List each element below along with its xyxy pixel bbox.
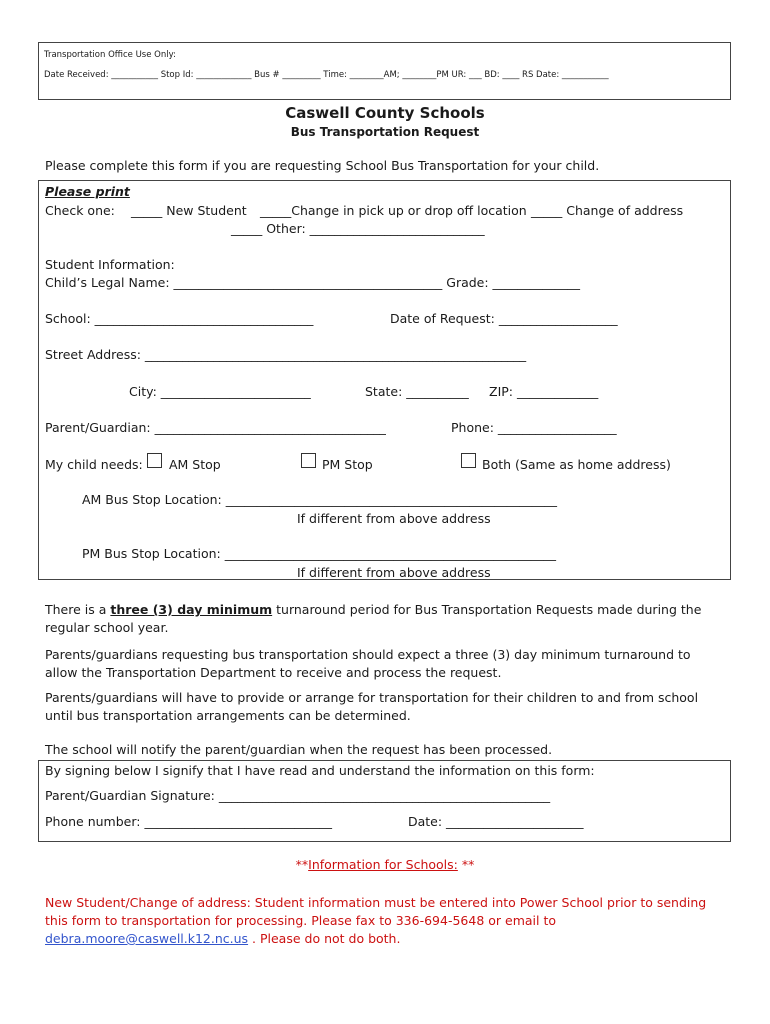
please-print-label: Please print bbox=[45, 184, 130, 199]
page-subtitle: Bus Transportation Request bbox=[290, 125, 480, 139]
office-use-fields: Date Received: ___________ Stop Id: _____________ Bus # _________ Time: ________AM; ________PM UR: ___ BD: ____ RS Date: ___________ bbox=[44, 70, 609, 80]
info-paragraph-2: Parents/guardians requesting bus transportation should expect a three (3) day minimum turnaround to allow the Transportation Department to receive and process the request. bbox=[45, 647, 691, 680]
schools-info-heading: **Information for Schools: ** bbox=[295, 857, 475, 872]
am-stop-checkbox[interactable] bbox=[147, 453, 162, 468]
phone-field[interactable]: Phone: ___________________ bbox=[451, 420, 617, 435]
signature-statement: By signing below I signify that I have read and understand the information on this form: bbox=[45, 763, 595, 778]
both-checkbox[interactable] bbox=[461, 453, 476, 468]
zip-field[interactable]: ZIP: _____________ bbox=[489, 384, 599, 399]
guardian-signature-field[interactable]: Parent/Guardian Signature: _____________________________________________________ bbox=[45, 788, 551, 803]
am-stop-label: AM Stop bbox=[169, 457, 221, 472]
page-title: Caswell County Schools bbox=[285, 104, 485, 122]
option-change-pickup[interactable]: _____Change in pick up or drop off location bbox=[260, 203, 527, 218]
state-field[interactable]: State: __________ bbox=[365, 384, 469, 399]
date-of-request-field[interactable]: Date of Request: ___________________ bbox=[390, 311, 618, 326]
check-one-label: Check one: bbox=[45, 203, 115, 218]
pm-bus-stop-location-field[interactable]: PM Bus Stop Location: _____________________________________________________ bbox=[82, 546, 556, 561]
signature-date-field[interactable]: Date: ______________________ bbox=[408, 814, 584, 829]
street-address-field[interactable]: Street Address: _____________________________________________________________ bbox=[45, 347, 527, 362]
parent-guardian-field[interactable]: Parent/Guardian: _____________________________________ bbox=[45, 420, 386, 435]
three-day-minimum-emphasis: three (3) day minimum bbox=[110, 602, 273, 617]
both-label: Both (Same as home address) bbox=[482, 457, 671, 472]
legal-name-field[interactable]: Child’s Legal Name: ___________________________________________ Grade: ______________ bbox=[45, 275, 581, 290]
schools-info-body: New Student/Change of address: Student information must be entered into Power School prior to sending this form to transportation for processing. Please fax to 336-694-5648 or email to debra.moore@caswell.k12.nc.us . Please do not do both. bbox=[45, 895, 707, 946]
am-bus-stop-location-field[interactable]: AM Bus Stop Location: _____________________________________________________ bbox=[82, 492, 557, 507]
student-info-heading: Student Information: bbox=[45, 257, 175, 272]
option-change-address[interactable]: _____ Change of address bbox=[531, 203, 684, 218]
school-field[interactable]: School: ___________________________________ bbox=[45, 311, 314, 326]
pm-location-note: If different from above address bbox=[297, 565, 491, 580]
info-paragraph-1: There is a three (3) day minimum turnaround period for Bus Transportation Requests made during the regular school year. bbox=[45, 602, 702, 635]
intro-text: Please complete this form if you are requesting School Bus Transportation for your child. bbox=[45, 158, 600, 173]
option-new-student[interactable]: _____ New Student bbox=[131, 203, 247, 218]
info-paragraph-3: Parents/guardians will have to provide or arrange for transportation for their children to and from school until bus transportation arrangements can be determined. bbox=[45, 690, 699, 723]
schools-info-heading-label: Information for Schools: bbox=[308, 857, 458, 872]
office-use-heading: Transportation Office Use Only: bbox=[44, 50, 176, 60]
am-location-note: If different from above address bbox=[297, 511, 491, 526]
city-field[interactable]: City: ________________________ bbox=[129, 384, 311, 399]
pm-stop-checkbox[interactable] bbox=[301, 453, 316, 468]
pm-stop-label: PM Stop bbox=[322, 457, 373, 472]
email-link[interactable]: debra.moore@caswell.k12.nc.us bbox=[45, 931, 249, 946]
signature-phone-field[interactable]: Phone number: ______________________________ bbox=[45, 814, 332, 829]
child-needs-label: My child needs: bbox=[45, 457, 143, 472]
info-paragraph-4: The school will notify the parent/guardian when the request has been processed. bbox=[45, 742, 553, 757]
option-other[interactable]: _____ Other: ____________________________ bbox=[231, 221, 485, 236]
